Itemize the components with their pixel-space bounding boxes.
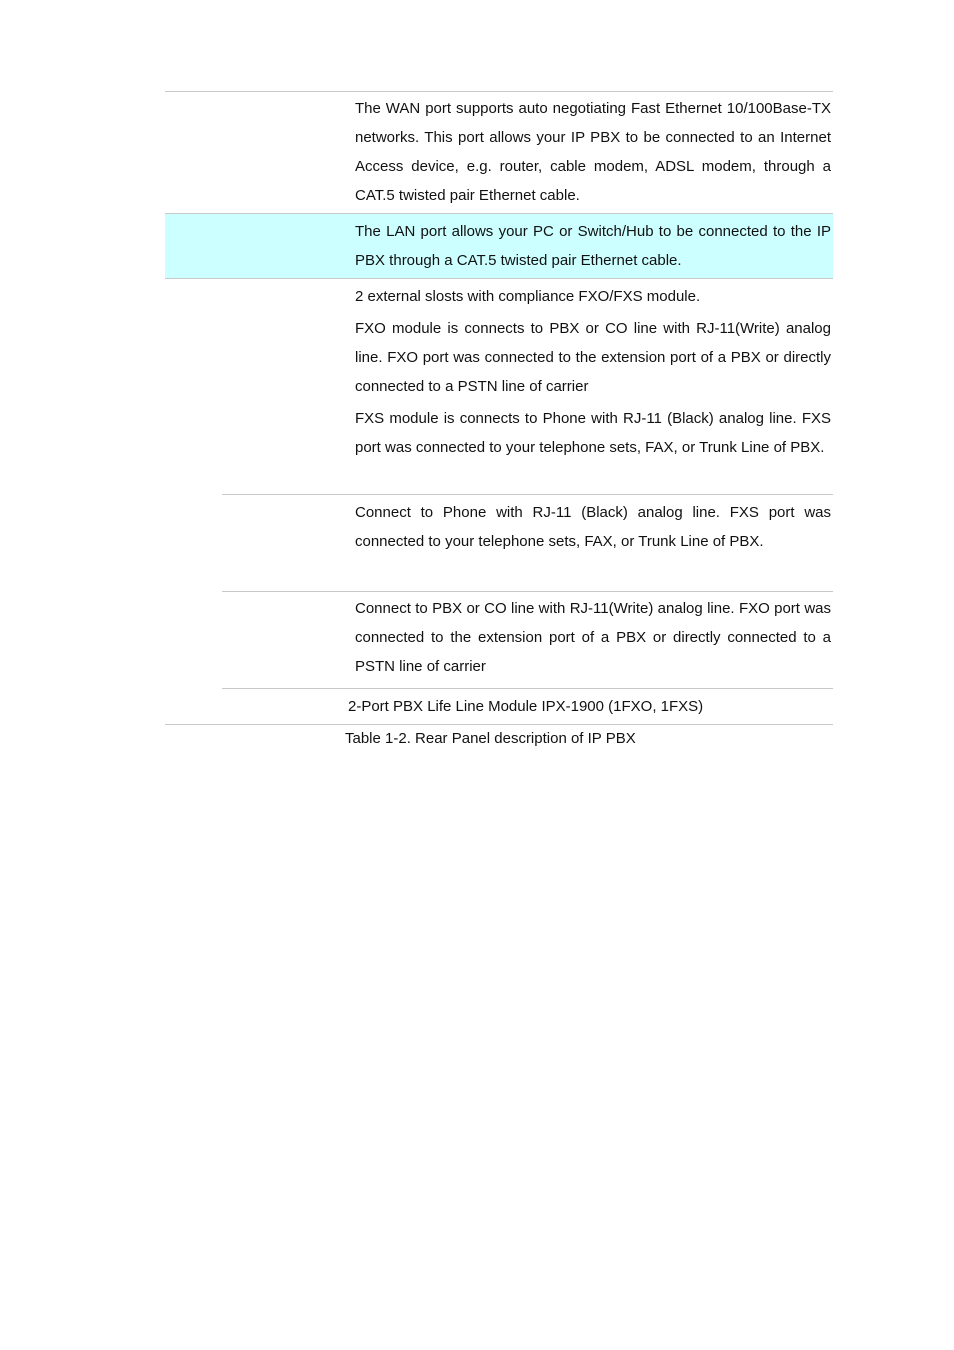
wan-description: The WAN port supports auto negotiating Fast Ethernet 10/100Base-TX networks. This port allows your IP PBX to be connected to an Internet Access device, e.g. router, cable modem, ADSL modem, through a CAT.5 twisted pair Ethernet cable. <box>355 100 831 204</box>
table-top-rule <box>165 91 833 92</box>
row-rule <box>165 278 833 279</box>
table-bottom-rule <box>165 724 833 725</box>
fxo-module-description: FXO module is connects to PBX or CO line with RJ-11(Write) analog line. FXO port was connected to the extension port of a PBX or directly connected to a PSTN line of carrier <box>355 320 831 395</box>
sub-row-rule <box>222 591 833 592</box>
lifeline-module-row: 2-Port PBX Life Line Module IPX-1900 (1FXO, 1FXS) <box>348 698 704 715</box>
slots-description <box>355 282 831 462</box>
fxs-module-description: FXS module is connects to Phone with RJ-11 (Black) analog line. FXS port was connected to your telephone sets, FAX, or Trunk Line of PBX. <box>355 410 831 456</box>
sub-row-rule <box>222 688 833 689</box>
fxs-port-description: Connect to Phone with RJ-11 (Black) analog line. FXS port was connected to your telephone sets, FAX, or Trunk Line of PBX. <box>355 504 831 550</box>
sub-row-rule <box>222 494 833 495</box>
slots-intro: 2 external slosts with compliance FXO/FXS module. <box>355 288 701 305</box>
lan-description: The LAN port allows your PC or Switch/Hub to be connected to the IP PBX through a CAT.5 twisted pair Ethernet cable. <box>355 223 831 269</box>
row-rule <box>165 213 833 214</box>
table-caption: Table 1-2. Rear Panel description of IP PBX <box>345 730 636 747</box>
fxo-port-description: Connect to PBX or CO line with RJ-11(Write) analog line. FXO port was connected to the extension port of a PBX or directly connected to a PSTN line of carrier <box>355 600 831 675</box>
